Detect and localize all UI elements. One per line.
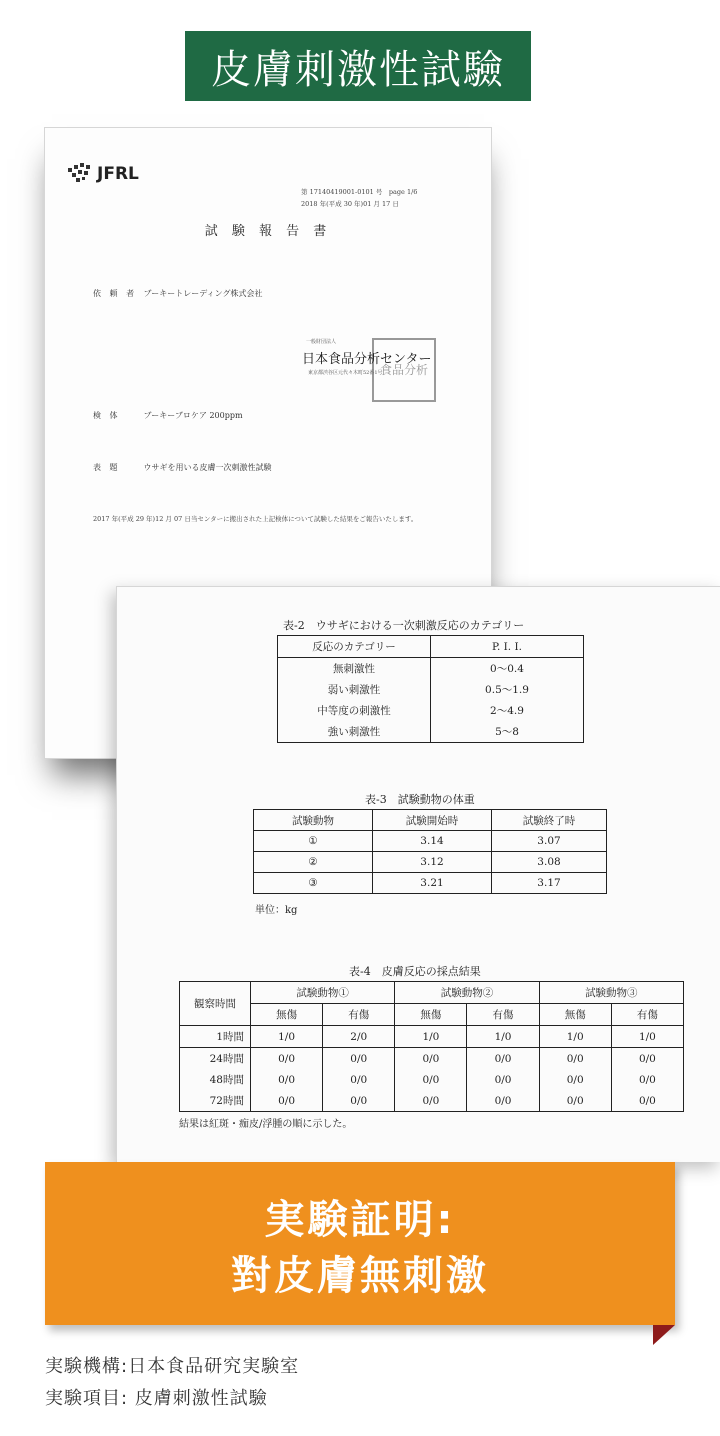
client-label: 依 頼 者: [93, 289, 138, 298]
subject-label: 表 題: [93, 463, 121, 472]
table-row: [180, 1090, 684, 1112]
table-cell: 1/0: [251, 1026, 323, 1048]
table-cell: 0/0: [323, 1048, 395, 1070]
subject-row: [93, 462, 272, 473]
table-cell: ③: [254, 873, 373, 894]
jfrl-logo: [67, 162, 139, 186]
table-row: [180, 1048, 684, 1070]
banner-line-1: 実験証明:: [264, 1197, 456, 1243]
table-row: [278, 679, 584, 700]
table-cell: 0/0: [611, 1090, 683, 1112]
time-cell: 72時間: [180, 1090, 251, 1112]
table-cell: 無刺激性: [278, 658, 431, 680]
table-header: 試験開始時: [373, 810, 492, 831]
table-row: [278, 658, 584, 680]
table2-caption: 表-2 ウサギにおける一次刺激反応のカテゴリー: [283, 619, 525, 632]
table-cell: 0/0: [251, 1090, 323, 1112]
table-cell: 3.17: [492, 873, 607, 894]
table-cell: 1/0: [467, 1026, 539, 1048]
table-row: [254, 831, 607, 852]
banner-fold: [653, 1325, 675, 1345]
center-stamp: [302, 338, 437, 400]
table-cell: 1/0: [611, 1026, 683, 1048]
score-table: [179, 981, 684, 1112]
table-cell: 0.5〜1.9: [431, 679, 584, 700]
table-row: [278, 721, 584, 743]
table-header: 無傷: [395, 1004, 467, 1026]
table-cell: 0/0: [539, 1069, 611, 1090]
table-cell: ②: [254, 852, 373, 873]
stamp-address: 東京都渋谷区元代々木町52番1号: [308, 370, 383, 376]
category-table: [277, 635, 584, 743]
official-seal: 食品分析: [372, 338, 436, 402]
time-cell: 1時間: [180, 1026, 251, 1048]
table-cell: 0/0: [611, 1069, 683, 1090]
score-footnote: 結果は紅斑・痂皮/浮腫の順に示した。: [179, 1119, 353, 1130]
weight-table: [253, 809, 607, 894]
jfrl-mark-icon: [67, 162, 95, 186]
banner-line-2: 對皮膚無刺激: [231, 1253, 489, 1299]
table-header-row: [180, 982, 684, 1004]
table-cell: 3.07: [492, 831, 607, 852]
table-header: 観察時間: [180, 982, 251, 1026]
table-cell: 0/0: [323, 1069, 395, 1090]
table-header: 無傷: [251, 1004, 323, 1026]
table-header: P. I. I.: [431, 636, 584, 658]
time-cell: 24時間: [180, 1048, 251, 1070]
table-cell: 0/0: [251, 1048, 323, 1070]
table-cell: 5〜8: [431, 721, 584, 743]
table-cell: 0〜0.4: [431, 658, 584, 680]
table-cell: 1/0: [539, 1026, 611, 1048]
time-cell: 48時間: [180, 1069, 251, 1090]
table-cell: 3.08: [492, 852, 607, 873]
table-cell: 0/0: [323, 1090, 395, 1112]
table-cell: 0/0: [467, 1090, 539, 1112]
table-cell: 0/0: [467, 1069, 539, 1090]
table-header: 試験動物: [254, 810, 373, 831]
table-header: 試験動物①: [251, 982, 395, 1004]
client-value: ブーキートレーディング株式会社: [143, 289, 263, 298]
table-cell: 0/0: [539, 1048, 611, 1070]
report-date: 2018 年(平成 30 年)01 月 17 日: [301, 200, 399, 208]
table3-caption: 表-3 試験動物の体重: [365, 793, 475, 806]
page-title: 皮膚刺激性試驗: [185, 31, 531, 101]
table-cell: 弱い刺激性: [278, 679, 431, 700]
table-cell: 0/0: [395, 1069, 467, 1090]
table-cell: 3.21: [373, 873, 492, 894]
table-header: 反応のカテゴリー: [278, 636, 431, 658]
table-cell: 3.12: [373, 852, 492, 873]
result-banner: [45, 1162, 675, 1325]
table-header-row: [254, 810, 607, 831]
table-header: 有傷: [611, 1004, 683, 1026]
stamp-name: 日本食品分析センター: [302, 352, 432, 367]
table-header: 有傷: [323, 1004, 395, 1026]
test-item-info: 実験項目: 皮膚刺激性試驗: [45, 1388, 268, 1409]
table-row: [180, 1069, 684, 1090]
results-page: [116, 586, 720, 1162]
table-row: [180, 1026, 684, 1048]
table-cell: 2/0: [323, 1026, 395, 1048]
table-row: [278, 700, 584, 721]
table-cell: 0/0: [251, 1069, 323, 1090]
table-row: [254, 852, 607, 873]
table-header-row: [180, 1004, 684, 1026]
table-header: 試験終了時: [492, 810, 607, 831]
table-header: 無傷: [539, 1004, 611, 1026]
sample-value: ブーキーブロケア 200ppm: [143, 411, 243, 420]
subject-value: ウサギを用いる皮膚一次刺激性試験: [143, 463, 272, 472]
table-header: 試験動物②: [395, 982, 539, 1004]
table-cell: 0/0: [467, 1048, 539, 1070]
table-row: [254, 873, 607, 894]
table-cell: 3.14: [373, 831, 492, 852]
ref-number: 第 17140419001-0101 号 page 1/6: [301, 188, 418, 196]
table-cell: 0/0: [539, 1090, 611, 1112]
stamp-sub: 一般財団法人: [306, 339, 337, 345]
logo-text: JFRL: [97, 164, 139, 184]
table-header: 有傷: [467, 1004, 539, 1026]
sample-label: 検 体: [93, 411, 121, 420]
table-header: 試験動物③: [539, 982, 683, 1004]
table-cell: 1/0: [395, 1026, 467, 1048]
table-cell: 0/0: [395, 1048, 467, 1070]
table-header-row: [278, 636, 584, 658]
table-cell: ①: [254, 831, 373, 852]
sample-row: [93, 410, 243, 421]
table-cell: 0/0: [395, 1090, 467, 1112]
table-cell: 中等度の刺激性: [278, 700, 431, 721]
report-reference: [301, 186, 417, 210]
institution-info: 実験機構:日本食品研究実験室: [45, 1356, 300, 1377]
table-cell: 2〜4.9: [431, 700, 584, 721]
report-note: 2017 年(平成 29 年)12 月 07 日当センターに搬出された上記検体について試験した結果をご報告いたします。: [93, 515, 418, 523]
table-cell: 0/0: [611, 1048, 683, 1070]
table-cell: 強い刺激性: [278, 721, 431, 743]
table4-caption: 表-4 皮膚反応の採点結果: [349, 965, 481, 978]
weight-unit: 単位：kg: [255, 905, 298, 916]
client-row: [93, 288, 263, 299]
report-title: 試 験 報 告 書: [204, 224, 332, 239]
